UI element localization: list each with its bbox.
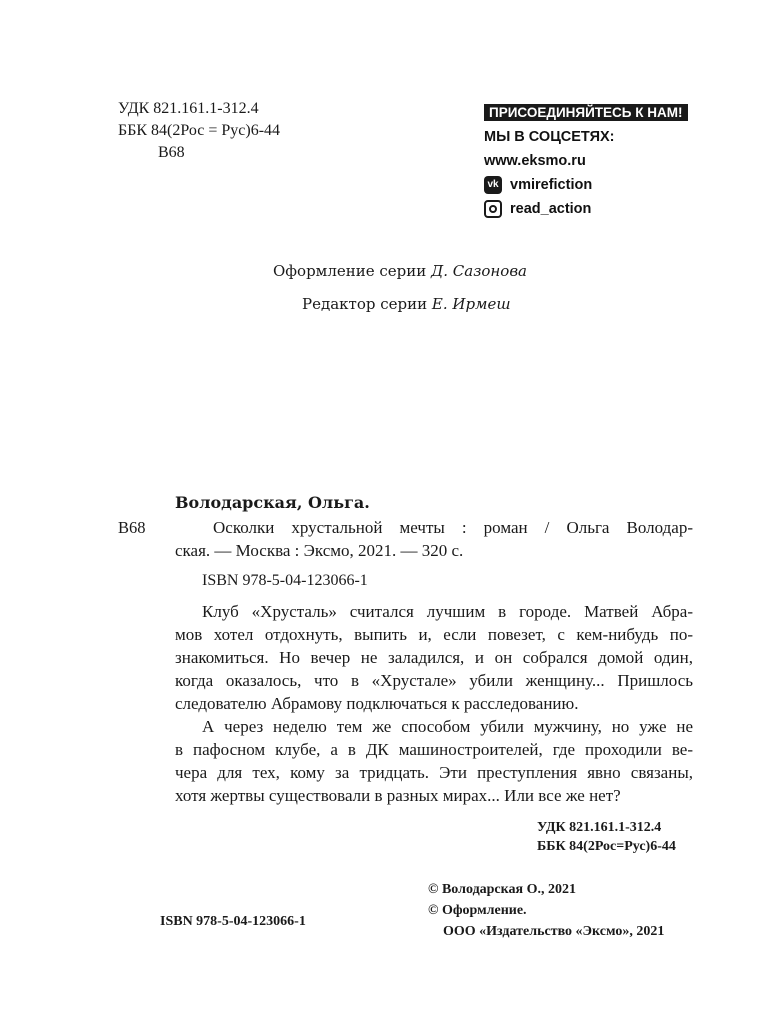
annotation-line: чера для тех, кому за тридцать. Эти преступления явно связаны, (175, 763, 693, 782)
join-us-banner: ПРИСОЕДИНЯЙТЕСЬ К НАМ! (484, 104, 688, 121)
copyright-isbn: ISBN 978-5-04-123066-1 (160, 914, 306, 929)
instagram-label: read_action (510, 201, 592, 217)
footer-bbk: ББК 84(2Рос=Рус)6-44 (537, 839, 676, 854)
annotation-line: следователю Абрамову подключаться к расследованию. (175, 694, 579, 713)
record-title-line: ская. — Москва : Эксмо, 2021. — 320 с. (175, 541, 464, 560)
udk-code: УДК 821.161.1-312.4 (118, 100, 259, 117)
vk-link[interactable] (484, 173, 688, 197)
annotation-line: хотя жертвы существовали в разных мирах... Или все же нет? (175, 786, 621, 805)
editor-label: Редактор серии (302, 295, 428, 313)
copyright-publisher: ООО «Издательство «Эксмо», 2021 (443, 924, 665, 939)
record-title (175, 516, 693, 562)
record-isbn: ISBN 978-5-04-123066-1 (202, 572, 368, 589)
annotation-line: в пафосном клубе, а в ДК машиностроителей, где проходили ве- (175, 740, 693, 759)
classification-block (118, 98, 280, 164)
record-title-line: Осколки хрустальной мечты : роман / Ольга Володар- (213, 518, 693, 537)
author-code: В68 (158, 144, 185, 161)
footer-codes (537, 818, 676, 856)
annotation-line: знакомиться. Но вечер не заладился, и он собрался домой один, (175, 648, 693, 667)
editor-name: Е. Ирмеш (431, 295, 511, 313)
series-editor-credit (302, 295, 511, 313)
record-code: В68 (118, 518, 146, 537)
annotation-line: когда оказалось, что в «Хрустале» убили женщину... Пришлось (175, 671, 693, 690)
website-link[interactable]: www.eksmo.ru (484, 153, 586, 169)
copyright-design: © Оформление. (428, 903, 527, 918)
series-design-credit (273, 262, 527, 280)
social-subtitle: МЫ В СОЦСЕТЯХ: (484, 129, 615, 145)
vk-icon: vk (484, 176, 502, 194)
design-name: Д. Сазонова (431, 262, 527, 280)
design-label: Оформление серии (273, 262, 427, 280)
annotation-line: А через неделю тем же способом убили мужчину, но уже не (202, 717, 693, 736)
copyright-author: © Володарская О., 2021 (428, 882, 576, 897)
footer-udk: УДК 821.161.1-312.4 (537, 820, 662, 835)
record-author: Володарская, Ольга. (175, 493, 370, 512)
annotation-line: мов хотел отдохнуть, выпить и, если повезет, с кем-нибудь по- (175, 625, 693, 644)
social-block (484, 101, 688, 221)
copyright-block (428, 879, 664, 942)
bbk-code: ББК 84(2Рос = Рус)6-44 (118, 122, 281, 139)
vk-label: vmirefiction (510, 177, 593, 193)
instagram-icon (484, 200, 502, 218)
annotation-line: Клуб «Хрусталь» считался лучшим в городе. Матвей Абра- (202, 602, 693, 621)
annotation (175, 600, 693, 807)
instagram-link[interactable] (484, 197, 688, 221)
